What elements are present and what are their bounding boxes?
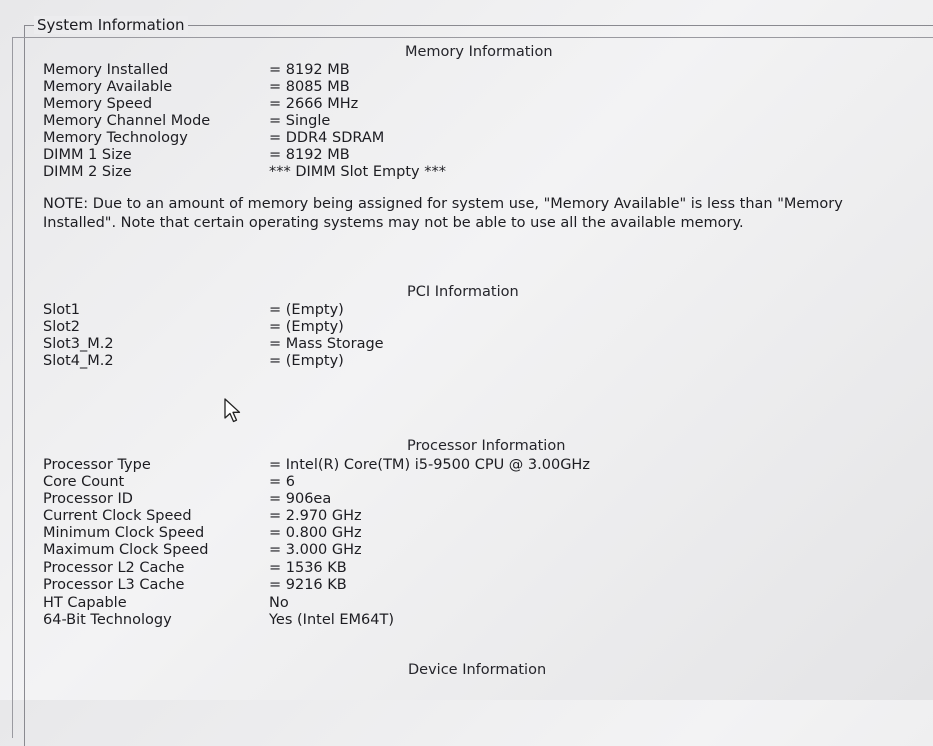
memory-channel-mode-value: = Single	[269, 113, 331, 129]
core-count-label: Core Count	[43, 474, 125, 490]
memory-installed-value: = 8192 MB	[269, 62, 350, 78]
slot1-value: = (Empty)	[269, 302, 344, 318]
maximum-clock-speed-value: = 3.000 GHz	[269, 542, 362, 558]
processor-id-label: Processor ID	[43, 491, 133, 507]
mouse-pointer-icon	[223, 398, 245, 424]
memory-available-value: = 8085 MB	[269, 79, 350, 95]
dimm-2-size-value: *** DIMM Slot Empty ***	[269, 164, 446, 180]
slot3-m2-value: = Mass Storage	[269, 336, 384, 352]
slot2-value: = (Empty)	[269, 319, 344, 335]
processor-type-value: = Intel(R) Core(TM) i5-9500 CPU @ 3.00GHz	[269, 457, 590, 473]
memory-note: NOTE: Due to an amount of memory being assigned for system use, "Memory Available" is less than "Memory Installed". Note that certain operating systems may not be able to use all the available memory.	[43, 196, 843, 231]
dimm-2-size-label: DIMM 2 Size	[43, 164, 132, 180]
page-title: System Information	[34, 16, 188, 34]
pci-information-heading: PCI Information	[407, 284, 519, 300]
device-information-heading: Device Information	[408, 662, 547, 678]
ht-capable-value: No	[269, 595, 289, 611]
memory-technology-label: Memory Technology	[43, 130, 188, 146]
64-bit-technology-label: 64-Bit Technology	[43, 612, 172, 628]
slot1-label: Slot1	[43, 302, 81, 318]
memory-information-heading: Memory Information	[405, 44, 553, 60]
processor-type-label: Processor Type	[43, 457, 151, 473]
minimum-clock-speed-label: Minimum Clock Speed	[43, 525, 205, 541]
memory-channel-mode-label: Memory Channel Mode	[43, 113, 211, 129]
dimm-1-size-label: DIMM 1 Size	[43, 147, 132, 163]
maximum-clock-speed-label: Maximum Clock Speed	[43, 542, 209, 558]
ht-capable-label: HT Capable	[43, 595, 127, 611]
current-clock-speed-value: = 2.970 GHz	[269, 508, 362, 524]
memory-speed-label: Memory Speed	[43, 96, 153, 112]
processor-l2-cache-value: = 1536 KB	[269, 560, 347, 576]
slot2-label: Slot2	[43, 319, 81, 335]
core-count-value: = 6	[269, 474, 295, 490]
slot3-m2-label: Slot3_M.2	[43, 336, 114, 352]
dimm-1-size-value: = 8192 MB	[269, 147, 350, 163]
current-clock-speed-label: Current Clock Speed	[43, 508, 192, 524]
processor-l3-cache-label: Processor L3 Cache	[43, 577, 185, 593]
processor-l2-cache-label: Processor L2 Cache	[43, 560, 185, 576]
memory-available-label: Memory Available	[43, 79, 173, 95]
slot4-m2-label: Slot4_M.2	[43, 353, 114, 369]
minimum-clock-speed-value: = 0.800 GHz	[269, 525, 362, 541]
64-bit-technology-value: Yes (Intel EM64T)	[269, 612, 395, 628]
processor-id-value: = 906ea	[269, 491, 332, 507]
processor-l3-cache-value: = 9216 KB	[269, 577, 347, 593]
processor-information-heading: Processor Information	[407, 438, 566, 454]
memory-speed-value: = 2666 MHz	[269, 96, 359, 112]
memory-technology-value: = DDR4 SDRAM	[269, 130, 385, 146]
slot4-m2-value: = (Empty)	[269, 353, 344, 369]
memory-installed-label: Memory Installed	[43, 62, 169, 78]
